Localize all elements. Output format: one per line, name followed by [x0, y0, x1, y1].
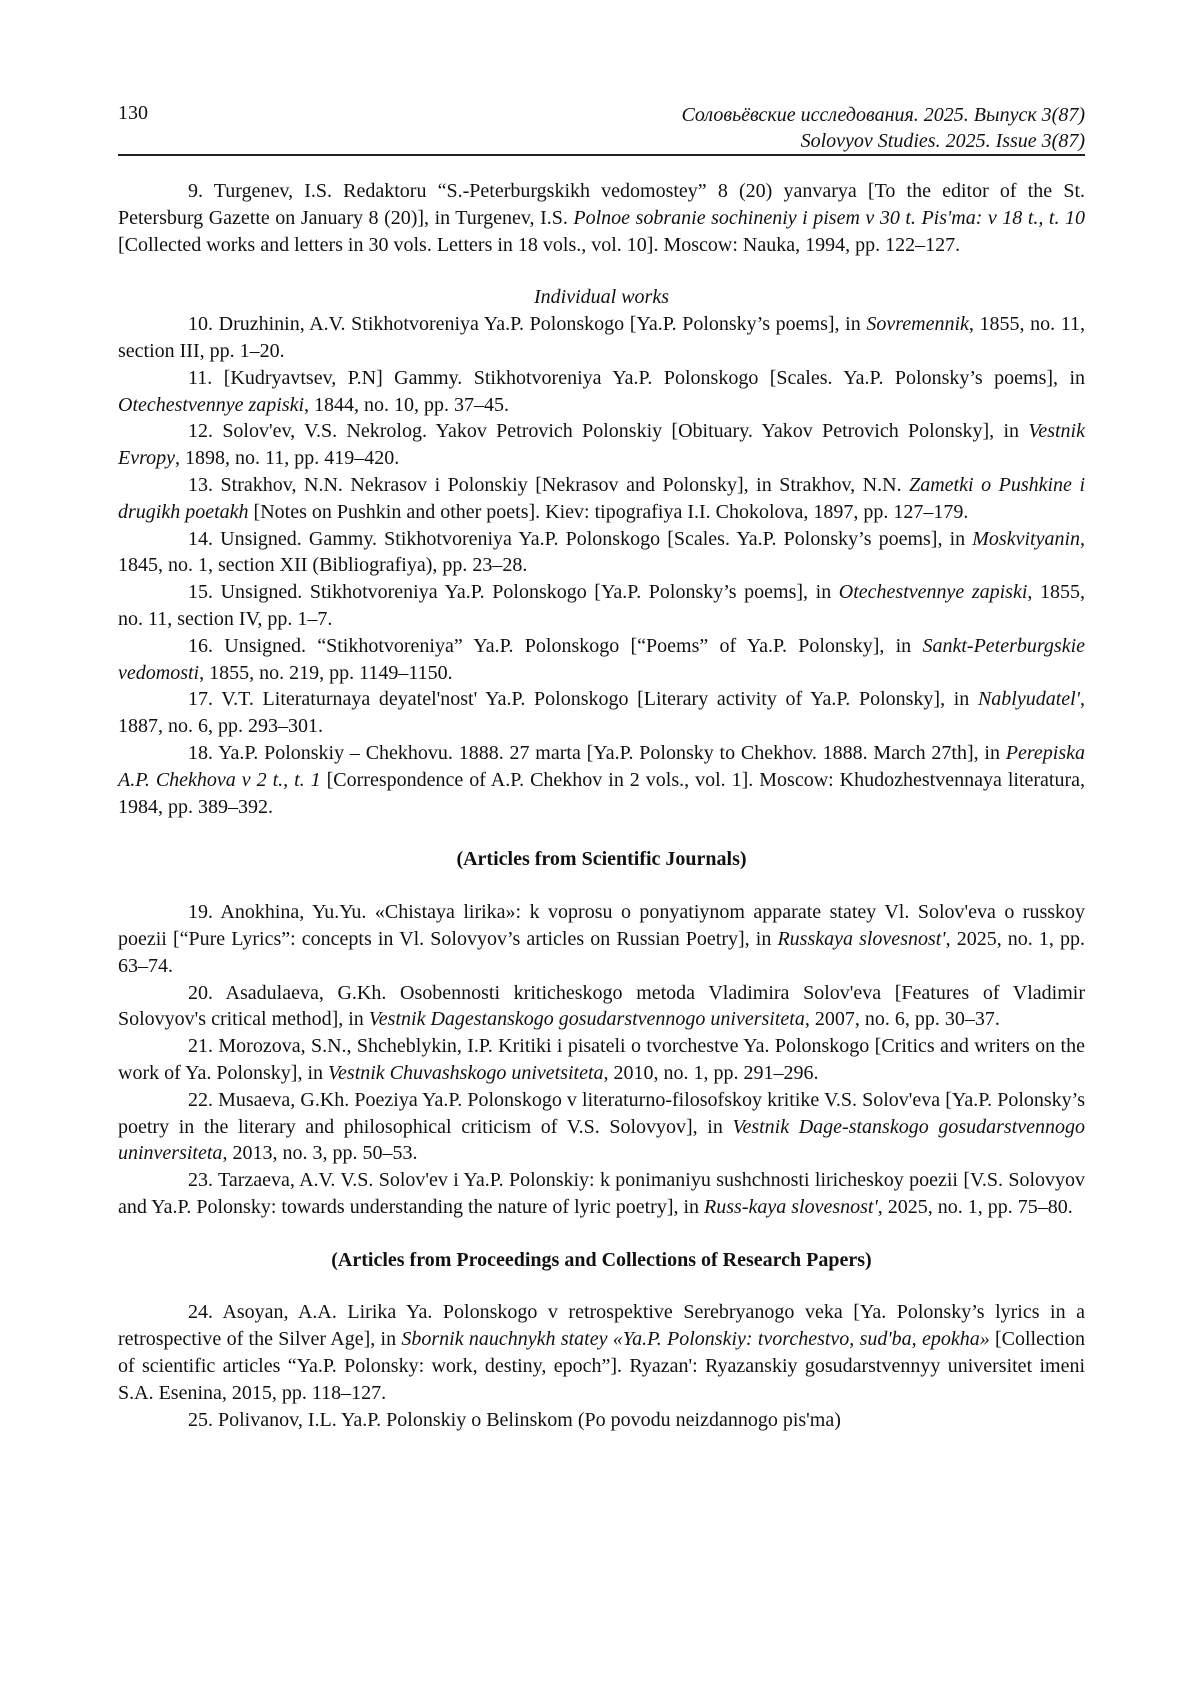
- reference-text-end: , 1855, no. 219, pp. 1149–1150.: [199, 661, 453, 684]
- reference-number: 12.: [188, 420, 213, 443]
- reference-text-end: 1845, no. 1, section XII (Bibliografiya), pp. 23–28.: [118, 554, 528, 577]
- reference-text: Druzhinin, A.V. Stikhotvoreniya Ya.P. Polonskogo [Ya.P. Polonsky’s poems], in: [218, 313, 867, 336]
- reference-number: 24.: [188, 1301, 213, 1324]
- reference-entry: [118, 178, 1085, 258]
- reference-text-end: [Notes on Pushkin and other poets]. Kiev: tipografiya I.I. Chokolova, 1897, pp. 127–179.: [248, 500, 969, 523]
- reference-text: Solov'ev, V.S. Nekrolog. Yakov Petrovich Polonskiy [Obituary. Yakov Petrovich Polonsky], in: [222, 420, 1029, 443]
- reference-title: Sovremennik: [866, 313, 969, 336]
- reference-number: 9.: [188, 180, 203, 202]
- reference-title: Otechestvennye zapiski: [838, 581, 1028, 604]
- reference-title: Sankt-Peterburgskie vedomosti: [118, 634, 1086, 684]
- reference-text-end: , 1887, no. 6, pp. 293–301.: [118, 688, 1085, 738]
- reference-title: Otechestvennye zapiski: [118, 393, 305, 416]
- reference-entry: [118, 633, 1085, 687]
- reference-number: 20.: [188, 981, 213, 1004]
- reference-number: 16.: [188, 634, 213, 657]
- reference-title: Vestnik Evropy: [118, 420, 1085, 470]
- reference-text: Unsigned. Gammy. Stikhotvoreniya Ya.P. Polonskogo [Scales. Ya.P. Polonsky’s poems], in: [220, 527, 973, 550]
- reference-text-end: [Collection of scientific articles “Ya.P. Polonsky: work, destiny, epoch”]. Ryazan': Ryazanskiy gosudarstvennyy universitet imeni S.A. Esenina, 2015, pp. 118–127.: [118, 1328, 1085, 1404]
- reference-entry: [118, 740, 1085, 820]
- section-heading-proceedings: (Articles from Proceedings and Collections of Research Papers): [331, 1248, 872, 1271]
- reference-text-end: , 2007, no. 6, pp. 30–37.: [804, 1008, 1000, 1031]
- section-heading-journals: (Articles from Scientific Journals): [456, 848, 747, 871]
- running-title: [681, 102, 1085, 154]
- reference-entry: [118, 1299, 1085, 1406]
- reference-text: Anokhina, Yu.Yu. «Chistaya lirika»: k voprosu o ponyatiynom apparate statey Vl. Solov'eva o russkoy poezii [“Pure Lyrics”: concepts in Vl. Solovyov’s articles on Russian Poetry], in: [118, 901, 1086, 950]
- reference-entry: [118, 1167, 1085, 1221]
- reference-entry: [118, 365, 1085, 419]
- reference-entry: [118, 686, 1085, 740]
- reference-title: Moskvityanin,: [972, 527, 1086, 550]
- reference-title: Nablyudatel': [977, 688, 1080, 711]
- reference-number: 10.: [188, 313, 213, 336]
- reference-number: 22.: [188, 1088, 213, 1111]
- reference-title: Polnoe sobranie sochineniy i pisem v 30 t. Pis'ma: v 18 t., t. 10: [573, 206, 1085, 229]
- reference-text-end: , 2010, no. 1, pp. 291–296.: [603, 1061, 819, 1084]
- reference-text: Unsigned. “Stikhotvoreniya” Ya.P. Polonskogo [“Poems” of Ya.P. Polonsky], in: [224, 634, 923, 657]
- reference-text: [Kudryavtsev, P.N] Gammy. Stikhotvoreniya Ya.P. Polonskogo [Scales. Ya.P. Polonsky’s poems], in: [223, 366, 1086, 389]
- reference-text-end: , 1855, no. 11, section IV, pp. 1–7.: [118, 581, 1085, 630]
- reference-text-end: , 1898, no. 11, pp. 419–420.: [175, 447, 400, 470]
- reference-number: 19.: [188, 901, 213, 924]
- reference-title: Vestnik Dage-stanskogo gosudarstvennogo uninversiteta: [118, 1115, 1086, 1165]
- reference-text-end: , 2013, no. 3, pp. 50–53.: [222, 1142, 418, 1165]
- reference-text-end: , 1855, no. 11, section III, pp. 1–20.: [118, 313, 1086, 362]
- journal-title-ru: Соловьёвские исследования. 2025. Выпуск 3(87): [681, 104, 1085, 126]
- reference-entry: [118, 418, 1085, 472]
- journal-title-en: Solovyov Studies. 2025. Issue 3(87): [800, 130, 1085, 152]
- reference-text-end: , 2025, no. 1, pp. 63–74.: [118, 927, 1086, 977]
- reference-text: Asadulaeva, G.Kh. Osobennosti kriticheskogo metoda Vladimira Solov'eva [Features of Vladimir Solovyov's critical method], in: [118, 981, 1085, 1031]
- subheading-individual-works: Individual works: [534, 286, 669, 309]
- reference-entry: [118, 526, 1085, 580]
- reference-title: Russkaya slovesnost': [777, 927, 946, 950]
- reference-title: Vestnik Dagestanskogo gosudarstvennogo universiteta: [368, 1008, 805, 1031]
- reference-text: Asoyan, A.A. Lirika Ya. Polonskogo v retrospektive Serebryanogo veka [Ya. Polonsky’s lyrics in a retrospective of the Silver Age], in: [118, 1301, 1085, 1351]
- reference-text: Polivanov, I.L. Ya.P. Polonskiy o Belinskom (Po povodu neizdannogo pis'ma): [218, 1408, 841, 1431]
- reference-text: V.T. Literaturnaya deyatel'nost' Ya.P. Polonskogo [Literary activity of Ya.P. Polonsky], in: [221, 688, 978, 711]
- reference-number: 23.: [188, 1169, 213, 1192]
- reference-text-end: , 1844, no. 10, pp. 37–45.: [304, 393, 510, 416]
- reference-entry: [118, 1033, 1085, 1087]
- reference-number: 15.: [188, 581, 213, 604]
- reference-text-end: [Collected works and letters in 30 vols. Letters in 18 vols., vol. 10]. Moscow: Nauka, 1994, pp. 122–127.: [118, 233, 961, 256]
- reference-entry: [118, 1407, 1085, 1434]
- reference-entry: [118, 1087, 1085, 1167]
- reference-number: 14.: [188, 527, 213, 550]
- page-header: [118, 96, 1085, 156]
- reference-text: Morozova, S.N., Shcheblykin, I.P. Kritiki i pisateli o tvorchestve Ya. Polonskogo [Critics and writers on the work of Ya. Polonsky], in: [118, 1035, 1085, 1084]
- reference-text: Musaeva, G.Kh. Poeziya Ya.P. Polonskogo v literaturno-filosofskoy kritike V.S. Solov'eva [Ya.P. Polonsky’s poetry in the literary and philosophical criticism of V.S. Solovyov], in: [118, 1088, 1086, 1138]
- reference-entry: [118, 579, 1085, 633]
- reference-text-end: , 2025, no. 1, pp. 75–80.: [877, 1195, 1073, 1218]
- reference-title: Vestnik Chuvashskogo univetsiteta: [328, 1061, 604, 1084]
- reference-entry: [118, 899, 1085, 979]
- reference-title: Sbornik nauchnykh statey «Ya.P. Polonskiy: tvorchestvo, sud'ba, epokha»: [401, 1328, 990, 1351]
- reference-number: 13.: [188, 473, 213, 496]
- reference-text: Unsigned. Stikhotvoreniya Ya.P. Polonskogo [Ya.P. Polonsky’s poems], in: [220, 581, 839, 604]
- reference-text-end: [Correspondence of A.P. Chekhov in 2 vols., vol. 1]. Moscow: Khudozhestvennaya literatura, 1984, pp. 389–392.: [118, 768, 1085, 818]
- reference-number: 21.: [188, 1035, 213, 1058]
- reference-entry: [118, 311, 1085, 365]
- reference-title: Russ-kaya slovesnost': [704, 1195, 878, 1218]
- reference-number: 11.: [188, 366, 213, 389]
- reference-number: 18.: [188, 741, 213, 764]
- reference-title: Perepiska A.P. Chekhova v 2 t., t. 1: [118, 741, 1086, 791]
- reference-number: 17.: [188, 688, 213, 711]
- reference-text: Tarzaeva, A.V. V.S. Solov'ev i Ya.P. Polonskiy: k ponimaniyu sushchnosti liricheskoy poezii [V.S. Solovyov and Ya.P. Polonsky: towards understanding the nature of lyric poetry], in: [118, 1169, 1086, 1218]
- reference-number: 25.: [188, 1408, 213, 1431]
- reference-title: Zametki o Pushkine i drugikh poetakh: [118, 473, 1086, 523]
- reference-entry: [118, 472, 1085, 526]
- reference-text: Strakhov, N.N. Nekrasov i Polonskiy [Nekrasov and Polonsky], in Strakhov, N.N.: [220, 473, 910, 496]
- document-page: [118, 96, 1085, 1433]
- reference-text: Ya.P. Polonskiy – Chekhovu. 1888. 27 marta [Ya.P. Polonsky to Chekhov. 1888. March 27th], in: [218, 741, 1006, 764]
- reference-entry: [118, 980, 1085, 1034]
- reference-list: [118, 178, 1085, 1433]
- reference-text: Turgenev, I.S. Redaktoru “S.-Peterburgskikh vedomostey” 8 (20) yanvarya [To the editor of the St. Petersburg Gazette on January 8 (20)], in Turgenev, I.S.: [118, 180, 1086, 229]
- page-number: 130: [118, 102, 148, 124]
